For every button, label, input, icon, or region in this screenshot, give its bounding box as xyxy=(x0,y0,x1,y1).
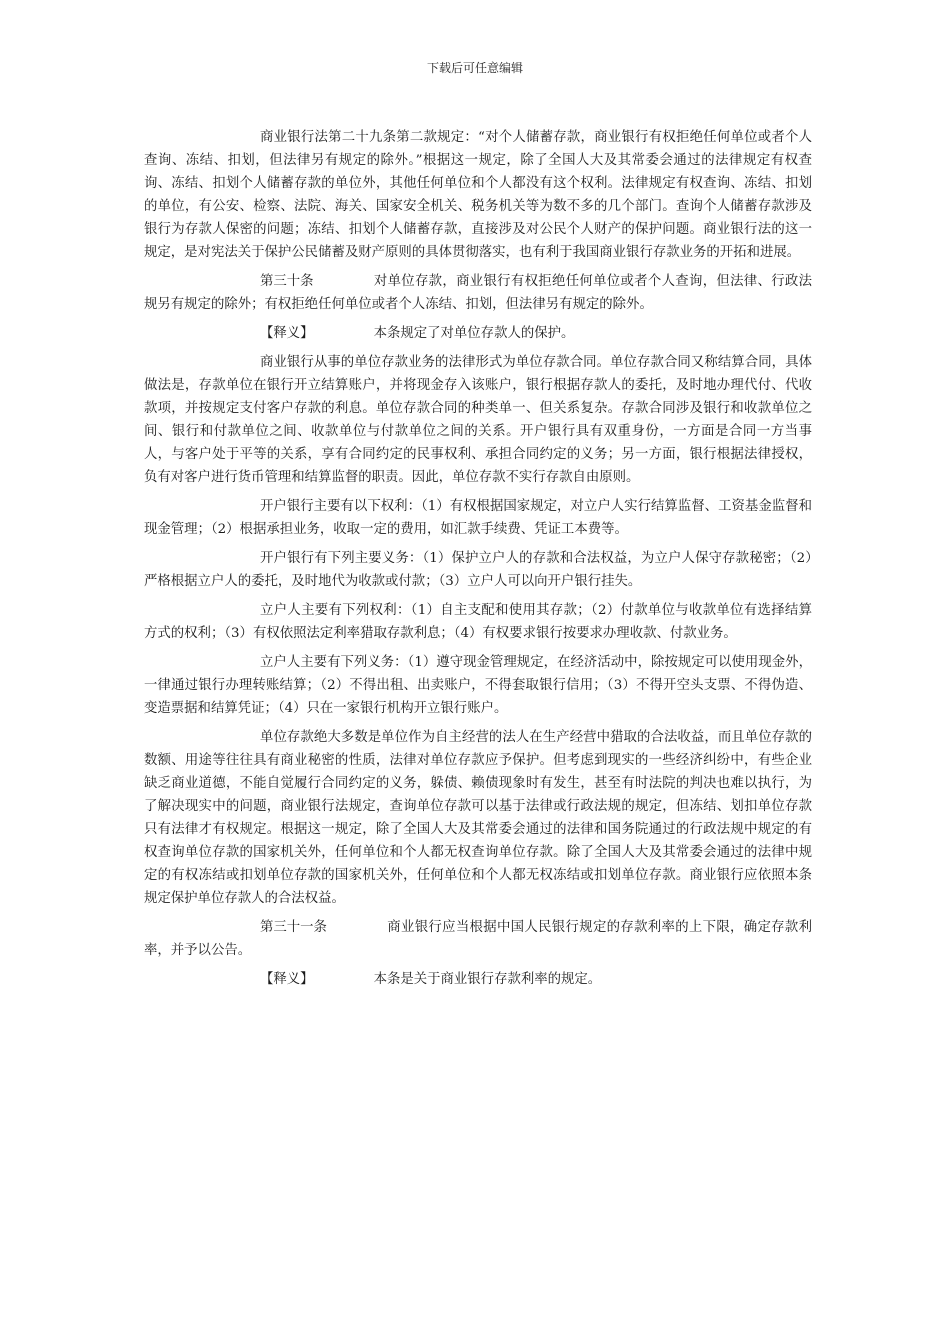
interpretation-text: 本条规定了对单位存款人的保护。 xyxy=(373,326,575,341)
page-header: 下载后可任意编辑 xyxy=(426,61,523,75)
interpretation-31 xyxy=(144,968,812,991)
paragraph-bank-rights xyxy=(144,495,812,541)
paragraph-text: 立户人主要有下列权利：（1）自主支配和使用其存款；（2）付款单位与收款单位有选择结算方式的权利；（3）有权依照法定利率猎取存款利息；（4）有权要求银行按要求办理收款、付款业务。 xyxy=(144,603,812,641)
article-31 xyxy=(144,916,812,962)
article-text: 对单位存款，商业银行有权拒绝任何单位或者个人查询，但法律、行政法规另有规定的除外；有权拒绝任何单位或者个人冻结、扣划，但法律另有规定的除外。 xyxy=(144,274,812,312)
paragraph-text: 单位存款绝大多数是单位作为自主经营的法人在生产经营中猎取的合法收益，而且单位存款的数额、用途等往往具有商业秘密的性质，法律对单位存款应予保护。但考虑到现实的一些经济纠纷中，有些企业缺乏商业道德，不能自觉履行合同约定的义务，躲债、赖债现象时有发生，甚至有时法院的判决也难以执行，为了解决现实中的问题，商业银行法规定，查询单位存款可以基于法律或行政法规的规定，但冻结、划扣单位存款只有法律才有权规定。根据这一规定，除了全国人大及其常委会通过的法律和国务院通过的行政法规中规定的有权查询单位存款的国家机关外，任何单位和个人都无权查询单位存款。除了全国人大及其常委会通过的法律中规定的有权冻结或扣划单位存款的国家机关外，任何单位和个人都无权冻结或扣划单位存款。商业银行应依照本条规定保护单位存款人的合法权益。 xyxy=(144,730,812,906)
article-30 xyxy=(144,270,812,316)
paragraph-intro xyxy=(144,126,812,264)
interpretation-text: 本条是关于商业银行存款利率的规定。 xyxy=(373,972,602,987)
paragraph-text: 商业银行法第二十九条第二款规定：“对个人储蓄存款，商业银行有权拒绝任何单位或者个人查询、冻结、扣划，但法律另有规定的除外。”根据这一规定，除了全国人大及其常委会通过的法律规定有权查询、冻结、扣划个人储蓄存款的单位外，其他任何单位和个人都没有这个权利。法律规定有权查询、冻结、扣划的单位，有公安、检察、法院、海关、国家安全机关、税务机关等为数不多的几个部门。查询个人储蓄存款涉及银行为存款人保密的问题；冻结、扣划个人储蓄存款，直接涉及对公民个人财产的保护问题。商业银行法的这一规定，是对宪法关于保护公民储蓄及财产原则的具体贯彻落实，也有利于我国商业银行存款业务的开拓和进展。 xyxy=(144,130,812,260)
paragraph-holder-duties xyxy=(144,651,812,720)
interpretation-label: 【释义】 xyxy=(260,972,314,987)
article-label: 第三十一条 xyxy=(260,920,327,935)
article-label: 第三十条 xyxy=(260,274,314,289)
paragraph-holder-rights xyxy=(144,599,812,645)
document-body xyxy=(144,126,812,997)
paragraph-text: 开户银行主要有以下权利：（1）有权根据国家规定，对立户人实行结算监督、工资基金监督和现金管理；（2）根据承担业务，收取一定的费用，如汇款手续费、凭证工本费等。 xyxy=(144,499,812,537)
paragraph-unit-deposit-protection xyxy=(144,726,812,910)
interpretation-label: 【释义】 xyxy=(260,326,314,341)
paragraph-unit-deposit-contract xyxy=(144,351,812,489)
interpretation-30 xyxy=(144,322,812,345)
paragraph-bank-duties xyxy=(144,547,812,593)
paragraph-text: 开户银行有下列主要义务：（1）保护立户人的存款和合法权益，为立户人保守存款秘密；（2）严格根据立户人的委托，及时地代为收款或付款；（3）立户人可以向开户银行挂失。 xyxy=(144,551,812,589)
article-text: 商业银行应当根据中国人民银行规定的存款利率的上下限，确定存款利率，并予以公告。 xyxy=(144,920,812,958)
paragraph-text: 立户人主要有下列义务：（1）遵守现金管理规定，在经济活动中，除按规定可以使用现金外，一律通过银行办理转账结算；（2）不得出租、出卖账户，不得套取银行信用；（3）不得开空头支票、不得伪造、变造票据和结算凭证；（4）只在一家银行机构开立银行账户。 xyxy=(144,655,812,716)
paragraph-text: 商业银行从事的单位存款业务的法律形式为单位存款合同。单位存款合同又称结算合同，具体做法是，存款单位在银行开立结算账户，并将现金存入该账户，银行根据存款人的委托，及时地办理代付、代收款项，并按规定支付客户存款的利息。单位存款合同的种类单一、但关系复杂。存款合同涉及银行和收款单位之间、银行和付款单位之间、收款单位与付款单位之间的关系。开户银行具有双重身份，一方面是合同一方当事人，与客户处于平等的关系，享有合同约定的民事权利、承担合同约定的义务；另一方面，银行根据法律授权，负有对客户进行货币管理和结算监督的职责。因此，单位存款不实行存款自由原则。 xyxy=(144,355,812,485)
